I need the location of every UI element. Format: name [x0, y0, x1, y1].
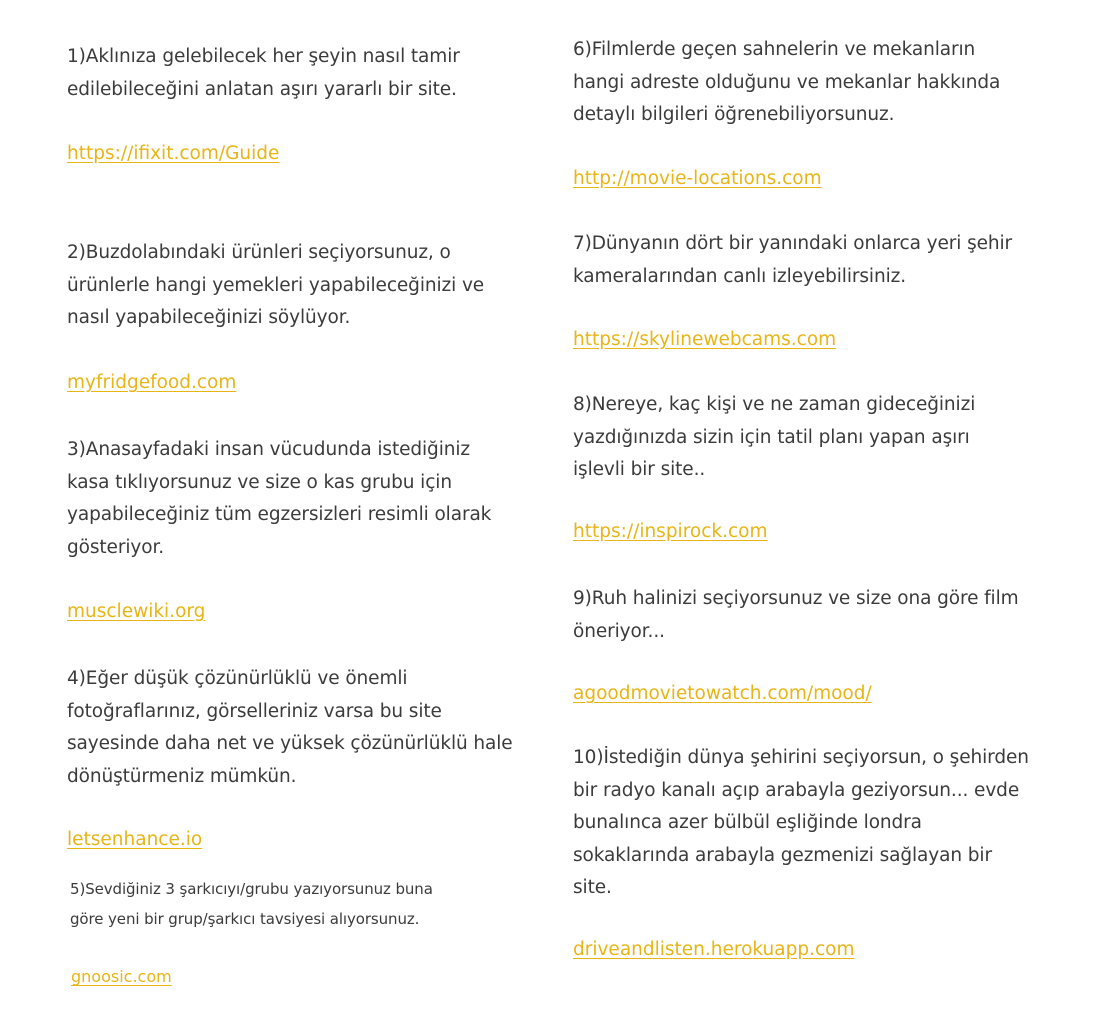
tip-2-line-1: 2)Buzdolabındaki ürünleri seçiyorsunuz, o: [67, 242, 451, 263]
tip-5-link[interactable]: gnoosic.com: [71, 967, 172, 986]
tip-1-description: [67, 41, 460, 106]
tip-4-line-4: dönüştürmeniz mümkün.: [67, 765, 297, 787]
tip-9-description: [573, 583, 1019, 648]
tip-7-line-2: kameralarından canlı izleyebilirsiniz.: [573, 265, 907, 287]
tip-6-link[interactable]: http://movie-locations.com: [573, 168, 822, 189]
tip-7-link[interactable]: https://skylinewebcams.com: [573, 329, 837, 350]
tip-1-line-2: edilebileceğini anlatan aşırı yararlı bir site.: [67, 78, 457, 100]
tip-9-link[interactable]: agoodmovietowatch.com/mood/: [573, 683, 872, 704]
tip-4-link[interactable]: letsenhance.io: [67, 829, 203, 850]
tip-8-description: [573, 389, 975, 487]
tip-3-description: [67, 434, 491, 564]
tip-5-description: [70, 874, 433, 934]
tip-1-link[interactable]: https://ifixit.com/Guide: [67, 143, 280, 164]
tip-4-line-2: fotoğraflarınız, görselleriniz varsa bu site: [67, 700, 442, 722]
tip-3-line-2: kasa tıklıyorsunuz ve size o kas grubu için: [67, 471, 452, 493]
tip-10-description: [573, 742, 1029, 905]
tip-2-line-3: nasıl yapabileceğinizi söylüyor.: [67, 307, 351, 328]
tip-2-description: [67, 237, 484, 335]
tip-3-line-1: 3)Anasayfadaki insan vücudunda istediğiniz: [67, 439, 471, 460]
tip-1-line-1: 1)Aklınıza gelebilecek her şeyin nasıl tamir: [67, 46, 460, 67]
tip-2-line-2: ürünlerle hangi yemekleri yapabileceğinizi ve: [67, 274, 485, 296]
tip-4-line-3: sayesinde daha net ve yüksek çözünürlüklü hale: [67, 733, 513, 754]
tip-5-line-2: göre yeni bir grup/şarkıcı tavsiyesi alıyorsunuz.: [70, 910, 420, 928]
tip-8-line-2: yazdığınızda sizin için tatil planı yapan aşırı: [573, 426, 970, 448]
tip-10-line-4: sokaklarında arabayla gezmenizi sağlayan bir: [573, 844, 992, 866]
tip-8-line-1: 8)Nereye, kaç kişi ve ne zaman gideceğinizi: [573, 394, 976, 415]
tip-4-line-1: 4)Eğer düşük çözünürlüklü ve önemli: [67, 668, 408, 689]
tip-9-line-1: 9)Ruh halinizi seçiyorsunuz ve size ona göre film: [573, 588, 1019, 609]
tip-3-link[interactable]: musclewiki.org: [67, 601, 206, 622]
tip-8-link[interactable]: https://inspirock.com: [573, 521, 768, 542]
tip-6-description: [573, 34, 1000, 132]
tip-9-line-2: öneriyor...: [573, 620, 665, 642]
tip-5-line-1: 5)Sevdiğiniz 3 şarkıcıyı/grubu yazıyorsunuz buna: [70, 880, 433, 898]
tip-10-line-2: bir radyo kanalı açıp arabayla geziyorsun... evde: [573, 779, 1020, 801]
tip-3-line-4: gösteriyor.: [67, 536, 165, 558]
tip-10-line-5: site.: [573, 877, 612, 898]
tip-6-line-1: 6)Filmlerde geçen sahnelerin ve mekanların: [573, 39, 976, 60]
tip-4-description: [67, 663, 513, 793]
tip-10-line-3: bunalınca azer bülbül eşliğinde londra: [573, 812, 922, 833]
tip-10-link[interactable]: driveandlisten.herokuapp.com: [573, 939, 855, 960]
tip-2-link[interactable]: myfridgefood.com: [67, 372, 237, 393]
tip-6-line-3: detaylı bilgileri öğrenebiliyorsunuz.: [573, 104, 895, 125]
tip-7-description: [573, 228, 1012, 293]
tip-6-line-2: hangi adreste olduğunu ve mekanlar hakkında: [573, 71, 1001, 93]
tip-8-line-3: işlevli bir site..: [573, 459, 706, 480]
tip-10-line-1: 10)İstediğin dünya şehirini seçiyorsun, o şehirden: [573, 747, 1029, 768]
tip-7-line-1: 7)Dünyanın dört bir yanındaki onlarca yeri şehir: [573, 233, 1013, 254]
tip-3-line-3: yapabileceğiniz tüm egzersizleri resimli olarak: [67, 504, 492, 525]
